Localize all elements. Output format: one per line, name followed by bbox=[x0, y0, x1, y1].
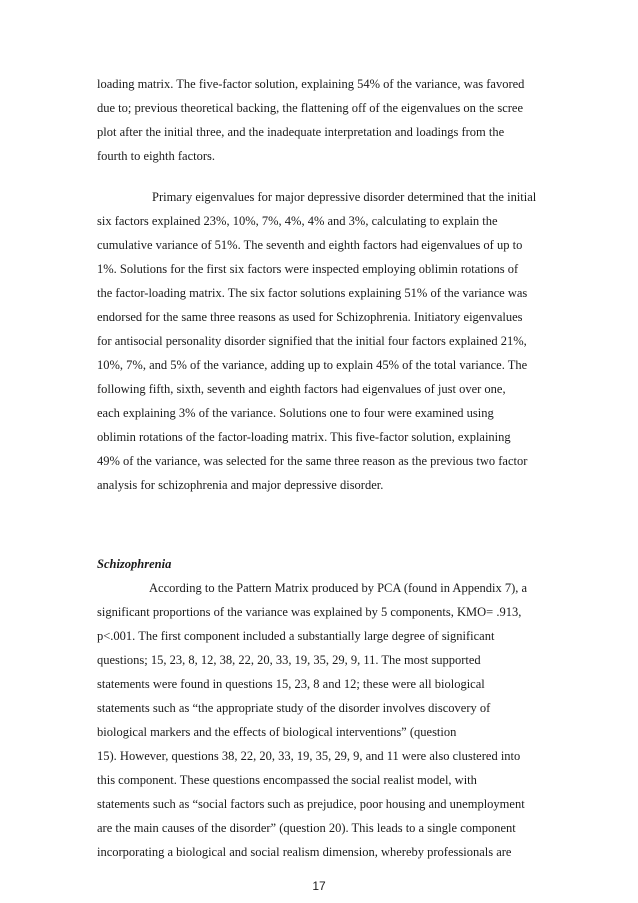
page-number: 17 bbox=[312, 879, 326, 893]
paragraph-3-line-5: statements were found in questions 15, 23, 8 and 12; these were all biological bbox=[97, 677, 485, 691]
paragraph-2-line-5: the factor-loading matrix. The six factor solutions explaining 51% of the variance was bbox=[97, 286, 528, 300]
paragraph-1-line-3: plot after the initial three, and the inadequate interpretation and loadings from the bbox=[97, 125, 505, 139]
paragraph-3-line-2: significant proportions of the variance was explained by 5 components, KMO= .913, bbox=[97, 605, 522, 619]
paragraph-2-line-1: Primary eigenvalues for major depressive disorder determined that the initial bbox=[152, 190, 537, 204]
paragraph-2-line-7: for antisocial personality disorder signified that the initial four factors explained 21%, bbox=[97, 334, 527, 348]
paragraph-3-line-6: statements such as “the appropriate study of the disorder involves discovery of bbox=[97, 701, 491, 715]
paragraph-2-line-3: cumulative variance of 51%. The seventh and eighth factors had eigenvalues of up to bbox=[97, 238, 523, 252]
paragraph-3-line-11: are the main causes of the disorder” (question 20). This leads to a single component bbox=[97, 821, 516, 835]
paragraph-3-line-7: biological markers and the effects of biological interventions” (question bbox=[97, 725, 457, 739]
paragraph-3-line-4: questions; 15, 23, 8, 12, 38, 22, 20, 33, 19, 35, 29, 9, 11. The most supported bbox=[97, 653, 481, 667]
paragraph-1-line-1: loading matrix. The five-factor solution, explaining 54% of the variance, was favored bbox=[97, 77, 525, 91]
paragraph-3-line-10: statements such as “social factors such as prejudice, poor housing and unemployment bbox=[97, 797, 525, 811]
paragraph-1-line-4: fourth to eighth factors. bbox=[97, 149, 216, 163]
paragraph-3-line-1: According to the Pattern Matrix produced by PCA (found in Appendix 7), a bbox=[149, 581, 528, 595]
section-heading-schizophrenia: Schizophrenia bbox=[97, 557, 172, 571]
paragraph-2-line-8: 10%, 7%, and 5% of the variance, adding up to explain 45% of the total variance. The bbox=[97, 358, 528, 372]
paragraph-2-line-2: six factors explained 23%, 10%, 7%, 4%, 4% and 3%, calculating to explain the bbox=[97, 214, 498, 228]
paragraph-2-line-9: following fifth, sixth, seventh and eighth factors had eigenvalues of just over one, bbox=[97, 382, 506, 396]
paragraph-2-line-4: 1%. Solutions for the first six factors were inspected employing oblimin rotations of bbox=[97, 262, 519, 276]
paragraph-3-line-3: p<.001. The first component included a substantially large degree of significant bbox=[97, 629, 495, 643]
paragraph-3-line-9: this component. These questions encompassed the social realist model, with bbox=[97, 773, 477, 787]
paragraph-2-line-11: oblimin rotations of the factor-loading matrix. This five-factor solution, explaining bbox=[97, 430, 511, 444]
paragraph-3-line-8: 15). However, questions 38, 22, 20, 33, 19, 35, 29, 9, and 11 were also clustered into bbox=[97, 749, 521, 763]
paragraph-3-line-12: incorporating a biological and social realism dimension, whereby professionals are bbox=[97, 845, 512, 859]
paragraph-1-line-2: due to; previous theoretical backing, the flattening off of the eigenvalues on the scree bbox=[97, 101, 524, 115]
paragraph-2-line-13: analysis for schizophrenia and major depressive disorder. bbox=[97, 478, 384, 492]
paragraph-2-line-10: each explaining 3% of the variance. Solutions one to four were examined using bbox=[97, 406, 494, 420]
paragraph-2-line-6: endorsed for the same three reasons as used for Schizophrenia. Initiatory eigenvalues bbox=[97, 310, 523, 324]
paragraph-2-line-12: 49% of the variance, was selected for the same three reason as the previous two factor bbox=[97, 454, 528, 468]
